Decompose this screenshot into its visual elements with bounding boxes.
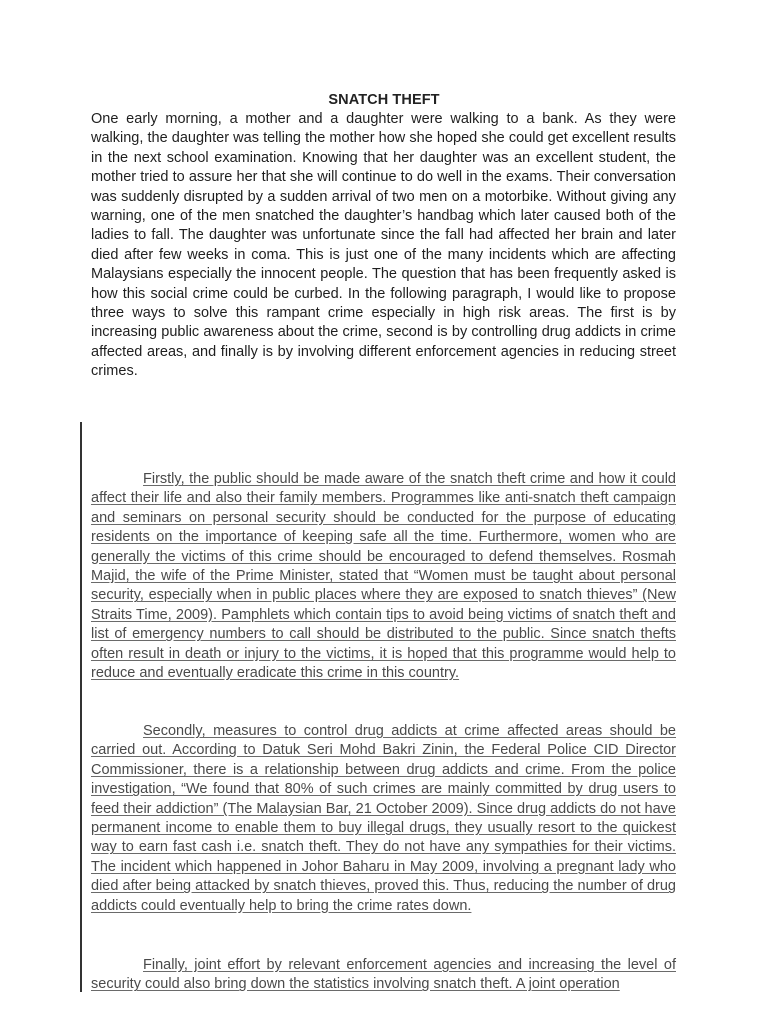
body-paragraph-3-text: Finally, joint effort by relevant enforcement agencies and increasing the level of security could also bring down the statistics involving snatch theft. A joint operation: [91, 957, 676, 993]
body-paragraph-2-text: Secondly, measures to control drug addicts at crime affected areas should be carried out. According to Datuk Seri Mohd Bakri Zinin, the Federal Police CID Director Commissioner, there is a relationship between drug addicts and crime. From the police investigation, “We found that 80% of such crimes are mainly committed by drug users to feed their addiction” (The Malaysian Bar, 21 October 2009). Since drug addicts do not have permanent income to enable them to buy illegal drugs, they usually resort to the quickest way to earn fast cash i.e. snatch theft. They do not have any sympathies for their victims. The incident which happened in Johor Baharu in May 2009, involving a pregnant lady who died after being attacked by snatch thieves, proved this. Thus, reducing the number of drug addicts could eventually help to bring the crime rates down.: [91, 723, 676, 914]
revision-change-bar: [80, 422, 82, 992]
body-paragraph-1-text: Firstly, the public should be made aware of the snatch theft crime and how it could affect their life and also their family members. Programmes like anti-snatch theft campaign and seminars on personal security should be conducted for the purpose of educating residents on the importance of keeping safe all the time. Furthermore, women who are generally the victims of this crime should be encouraged to defend themselves. Rosmah Majid, the wife of the Prime Minister, stated that “Women must be taught about personal security, especially when in public places where they are exposed to snatch thieves” (New Straits Time, 2009). Pamphlets which contain tips to avoid being victims of snatch theft and list of emergency numbers to call should be distributed to the public. Since snatch thefts often result in death or injury to the victims, it is hoped that this programme would help to reduce and eventually eradicate this crime in this country.: [91, 471, 676, 682]
body-paragraph-1: [91, 470, 676, 683]
body-paragraph-2: [91, 722, 676, 916]
body-paragraph-3: [91, 956, 676, 995]
document-title: SNATCH THEFT: [328, 92, 440, 108]
intro-paragraph: One early morning, a mother and a daughter were walking to a bank. As they were walking, the daughter was telling the mother how she hoped she could get excellent results in the next school examination. Knowing that her daughter was an excellent student, the mother tried to assure her that she will continue to do well in the exams. Their conversation was suddenly disrupted by a sudden arrival of two men on a motorbike. Without giving any warning, one of the men snatched the daughter’s handbag which later caused both of the ladies to fall. The daughter was unfortunate since the fall had affected her brain and later died after few weeks in coma. This is just one of the many incidents which are affecting Malaysians especially the innocent people. The question that has been frequently asked is how this social crime could be curbed. In the following paragraph, I would like to propose three ways to solve this rampant crime especially in high risk areas. The first is by increasing public awareness about the crime, second is by controlling drug addicts in crime affected areas, and finally is by involving different enforcement agencies in reducing street crimes.: [91, 111, 676, 380]
